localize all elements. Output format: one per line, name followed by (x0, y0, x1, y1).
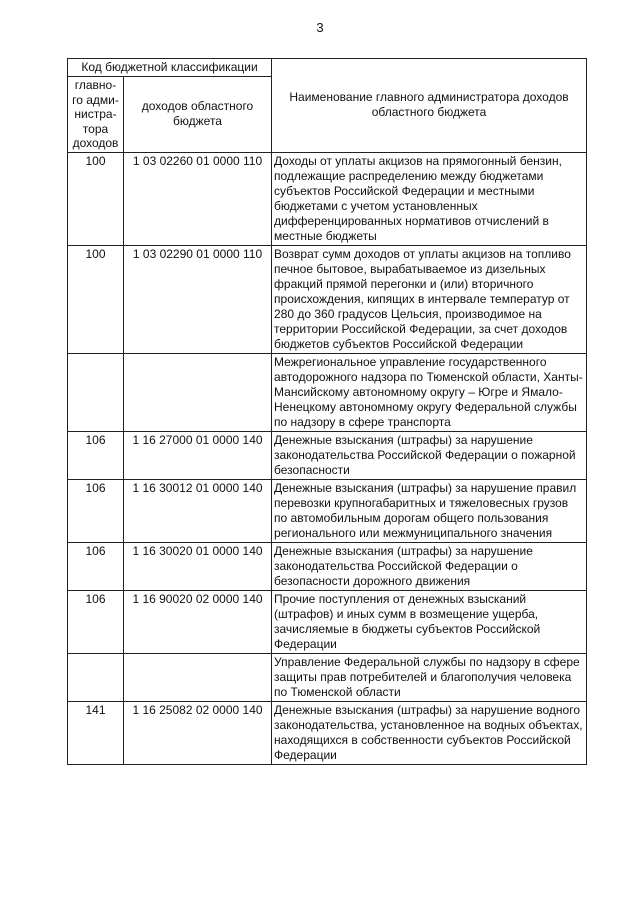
administrator-name-cell: Управление Федеральной службы по надзору в сфере защиты прав потребителей и благополучия человека по Тюменской области (272, 653, 587, 701)
administrator-name-cell: Межрегиональное управление государственного автодорожного надзора по Тюменской области, Ханты-Мансийскому автономному округу – Югре и Ямало-Ненецкому автономному округу Федеральной службы по надзору в сфере транспорта (272, 353, 587, 431)
section-row (68, 653, 587, 701)
table-row (68, 245, 587, 353)
description-cell: Доходы от уплаты акцизов на прямогонный бензин, подлежащие распределению между бюджетами субъектов Российской Федерации и местными бюджетами с учетом установленных дифференцированных нормативов отчислений в местные бюджеты (272, 152, 587, 245)
table-row (68, 701, 587, 764)
income-code-cell: 1 16 30012 01 0000 140 (124, 479, 272, 542)
admin-code-cell (68, 353, 124, 431)
table-row (68, 152, 587, 245)
income-code-cell (124, 653, 272, 701)
income-code-cell: 1 16 25082 02 0000 140 (124, 701, 272, 764)
header-administrator-name: Наименование главного администратора доходов областного бюджета (272, 59, 587, 153)
admin-code-cell (68, 653, 124, 701)
income-code-cell: 1 16 27000 01 0000 140 (124, 431, 272, 479)
income-code-cell: 1 03 02290 01 0000 110 (124, 245, 272, 353)
income-code-cell: 1 03 02260 01 0000 110 (124, 152, 272, 245)
income-code-cell: 1 16 90020 02 0000 140 (124, 590, 272, 653)
section-row (68, 353, 587, 431)
header-chief-administrator-label: главно- го адми- нистра- тора доходов (72, 78, 119, 150)
table-body (68, 152, 587, 764)
description-cell: Денежные взыскания (штрафы) за нарушение законодательства Российской Федерации о безопасности дорожного движения (272, 542, 587, 590)
budget-classification-table (67, 58, 587, 765)
header-regional-income: доходов областного бюджета (124, 77, 272, 153)
table-row (68, 542, 587, 590)
admin-code-cell: 100 (68, 152, 124, 245)
description-cell: Возврат сумм доходов от уплаты акцизов на топливо печное бытовое, вырабатываемое из дизельных фракций прямой перегонки и (или) вторичного происхождения, кипящих в интервале температур от 280 до 360 градусов Цельсия, производимое на территории Российской Федерации, за счет доходов бюджетов субъектов Российской Федерации (272, 245, 587, 353)
income-code-cell (124, 353, 272, 431)
admin-code-cell: 106 (68, 431, 124, 479)
admin-code-cell: 141 (68, 701, 124, 764)
admin-code-cell: 100 (68, 245, 124, 353)
page-number: 3 (316, 20, 324, 35)
description-cell: Денежные взыскания (штрафы) за нарушение правил перевозки крупногабаритных и тяжеловесных грузов по автомобильным дорогам общего пользования регионального или межмуниципального значения (272, 479, 587, 542)
income-code-cell: 1 16 30020 01 0000 140 (124, 542, 272, 590)
admin-code-cell: 106 (68, 590, 124, 653)
admin-code-cell: 106 (68, 479, 124, 542)
header-chief-administrator (68, 77, 124, 153)
table-row (68, 431, 587, 479)
description-cell: Прочие поступления от денежных взысканий (штрафов) и иных сумм в возмещение ущерба, зачисляемые в бюджеты субъектов Российской Федерации (272, 590, 587, 653)
admin-code-cell: 106 (68, 542, 124, 590)
description-cell: Денежные взыскания (штрафы) за нарушение законодательства Российской Федерации о пожарной безопасности (272, 431, 587, 479)
table-row (68, 590, 587, 653)
table-row (68, 479, 587, 542)
description-cell: Денежные взыскания (штрафы) за нарушение водного законодательства, установленное на водных объектах, находящихся в собственности субъектов Российской Федерации (272, 701, 587, 764)
header-budget-classification: Код бюджетной классификации (68, 59, 272, 77)
